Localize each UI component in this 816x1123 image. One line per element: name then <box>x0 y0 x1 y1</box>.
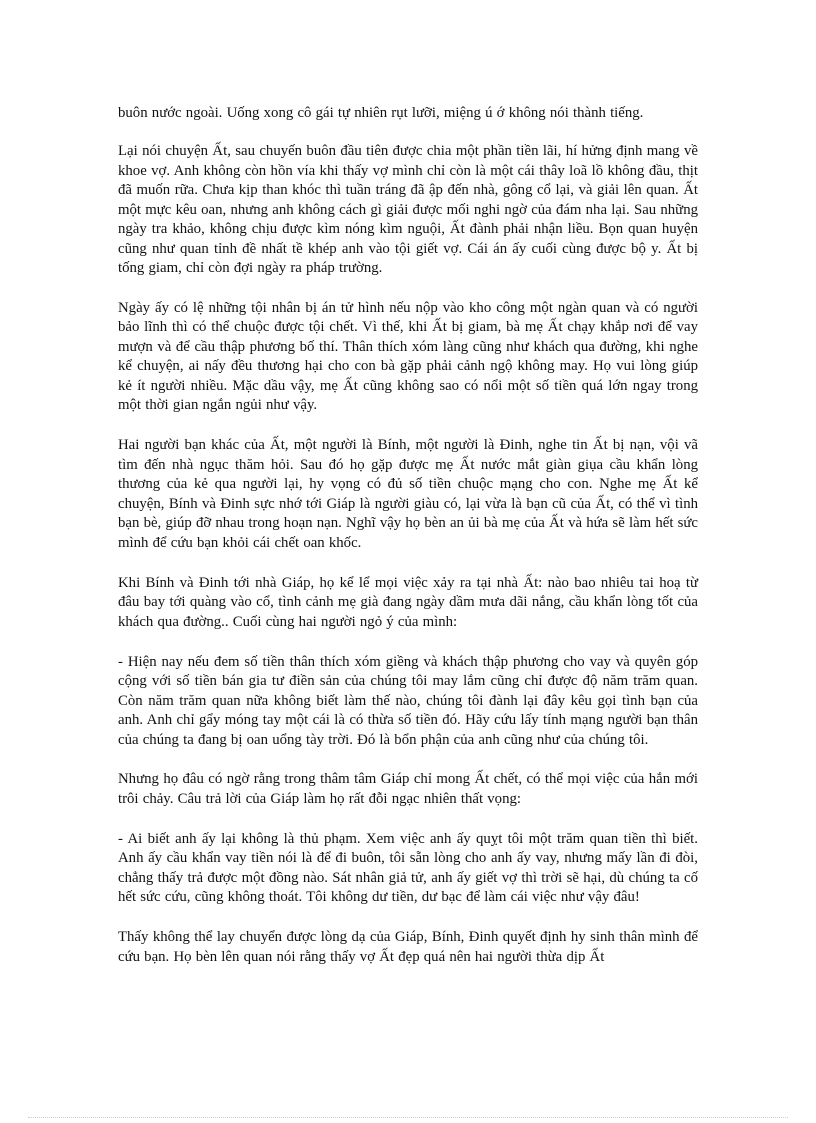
paragraph: Hai người bạn khác của Ất, một người là Bính, một người là Đinh, nghe tin Ất bị nạn, vội vã tìm đến nhà ngục thăm hỏi. Sau đó họ gặp được mẹ Ất nước mắt giàn giụa cầu khẩn lòng thương của kẻ qua người lại, hy vọng có đủ số tiền chuộc mạng cho con. Nghe mẹ Ất kể chuyện, Bính và Đinh sực nhớ tới Giáp là người giàu có, lại vừa là bạn cũ của Ất, có thể vì tình bạn bè, giúp đỡ nhau trong hoạn nạn. Nghĩ vậy họ bèn an ủi bà mẹ của Ất và hứa sẽ làm hết sức mình để cứu bạn khỏi cái chết oan khốc. <box>118 437 698 551</box>
page-bottom-divider <box>28 1117 788 1118</box>
paragraph: Ngày ấy có lệ những tội nhân bị án tử hình nếu nộp vào kho công một ngàn quan và có người bảo lĩnh thì có thể chuộc được tội chết. Vì thế, khi Ất bị giam, bà mẹ Ất chạy khắp nơi để vay mượn và để cầu thập phương bố thí. Thân thích xóm làng cũng như khách qua đường, khi nghe kể chuyện, ai nấy đều thương hại cho con bà gặp phải cảnh ngộ không may. Họ vui lòng giúp kẻ ít người nhiều. Mặc dầu vậy, mẹ Ất cũng không sao có nổi một số tiền quá lớn ngay trong một thời gian ngắn ngủi như vậy. <box>118 299 698 414</box>
paragraph: Thấy không thể lay chuyển được lòng dạ của Giáp, Bính, Đinh quyết định hy sinh thân mình để cứu bạn. Họ bèn lên quan nói rằng thấy vợ Ất đẹp quá nên hai người thừa dịp Ất <box>118 929 698 965</box>
document-body <box>118 104 698 988</box>
paragraph: - Hiện nay nếu đem số tiền thân thích xóm giềng và khách thập phương cho vay và quyên góp cộng với số tiền bán gia tư điền sản của chúng tôi may lắm cũng chỉ được độ năm trăm quan. Còn năm trăm quan nữa không biết làm thế nào, chúng tôi đành lại đây kêu gọi tình bạn của anh. Anh chỉ gẩy móng tay một cái là có thừa số tiền đó. Hãy cứu lấy tính mạng người bạn thân của chúng ta đang bị oan uổng tày trời. Đó là bổn phận của anh cũng như của chúng tôi. <box>118 653 698 748</box>
paragraph: Khi Bính và Đinh tới nhà Giáp, họ kể lể mọi việc xảy ra tại nhà Ất: nào bao nhiêu tai hoạ từ đâu bay tới quàng vào cổ, tình cảnh mẹ già đang ngày dầm mưa dãi nắng, cầu khẩn lòng tốt của khách qua đường.. Cuối cùng hai người ngỏ ý của mình: <box>118 574 698 630</box>
paragraph: Nhưng họ đâu có ngờ rằng trong thâm tâm Giáp chỉ mong Ất chết, có thể mọi việc của hắn mới trôi chảy. Câu trả lời của Giáp làm họ rất đỗi ngạc nhiên thất vọng: <box>118 771 698 807</box>
paragraph: Lại nói chuyện Ất, sau chuyến buôn đầu tiên được chia một phần tiền lãi, hí hửng định mang về khoe vợ. Anh không còn hồn vía khi thấy vợ mình chỉ còn là một cái thây loã lồ không đầu, thịt đã muốn rữa. Chưa kịp than khóc thì tuần tráng đã ập đến nhà, gông cổ lại, và giải lên quan. Ất một mực kêu oan, nhưng anh không cách gì giải được mối nghi ngờ của đám nha lại. Sau những ngày tra khảo, không chịu được kìm nóng kìm nguội, Ất đành phải nhận liều. Bọn quan huyện cũng như quan tỉnh đề nhất tề khép anh vào tội giết vợ. Cái án ấy cuối cùng được bộ y. Ất bị tống giam, chỉ còn đợi ngày ra pháp trường. <box>118 143 698 276</box>
paragraph: buôn nước ngoài. Uống xong cô gái tự nhiên rụt lưỡi, miệng ú ớ không nói thành tiếng. <box>118 105 644 121</box>
paragraph: - Ai biết anh ấy lại không là thủ phạm. Xem việc anh ấy quỵt tôi một trăm quan tiền thì biết. Anh ấy cầu khẩn vay tiền nói là để đi buôn, tôi sẵn lòng cho anh ấy vay, nhưng mấy lần đi đòi, chẳng thấy trả được một đồng nào. Sát nhân giả tử, anh ấy giết vợ thì trời sẽ hại, dù chúng ta cố hết sức cứu, cũng không thoát. Tôi không dư tiền, dư bạc để làm cái việc như vậy đâu! <box>118 830 698 906</box>
